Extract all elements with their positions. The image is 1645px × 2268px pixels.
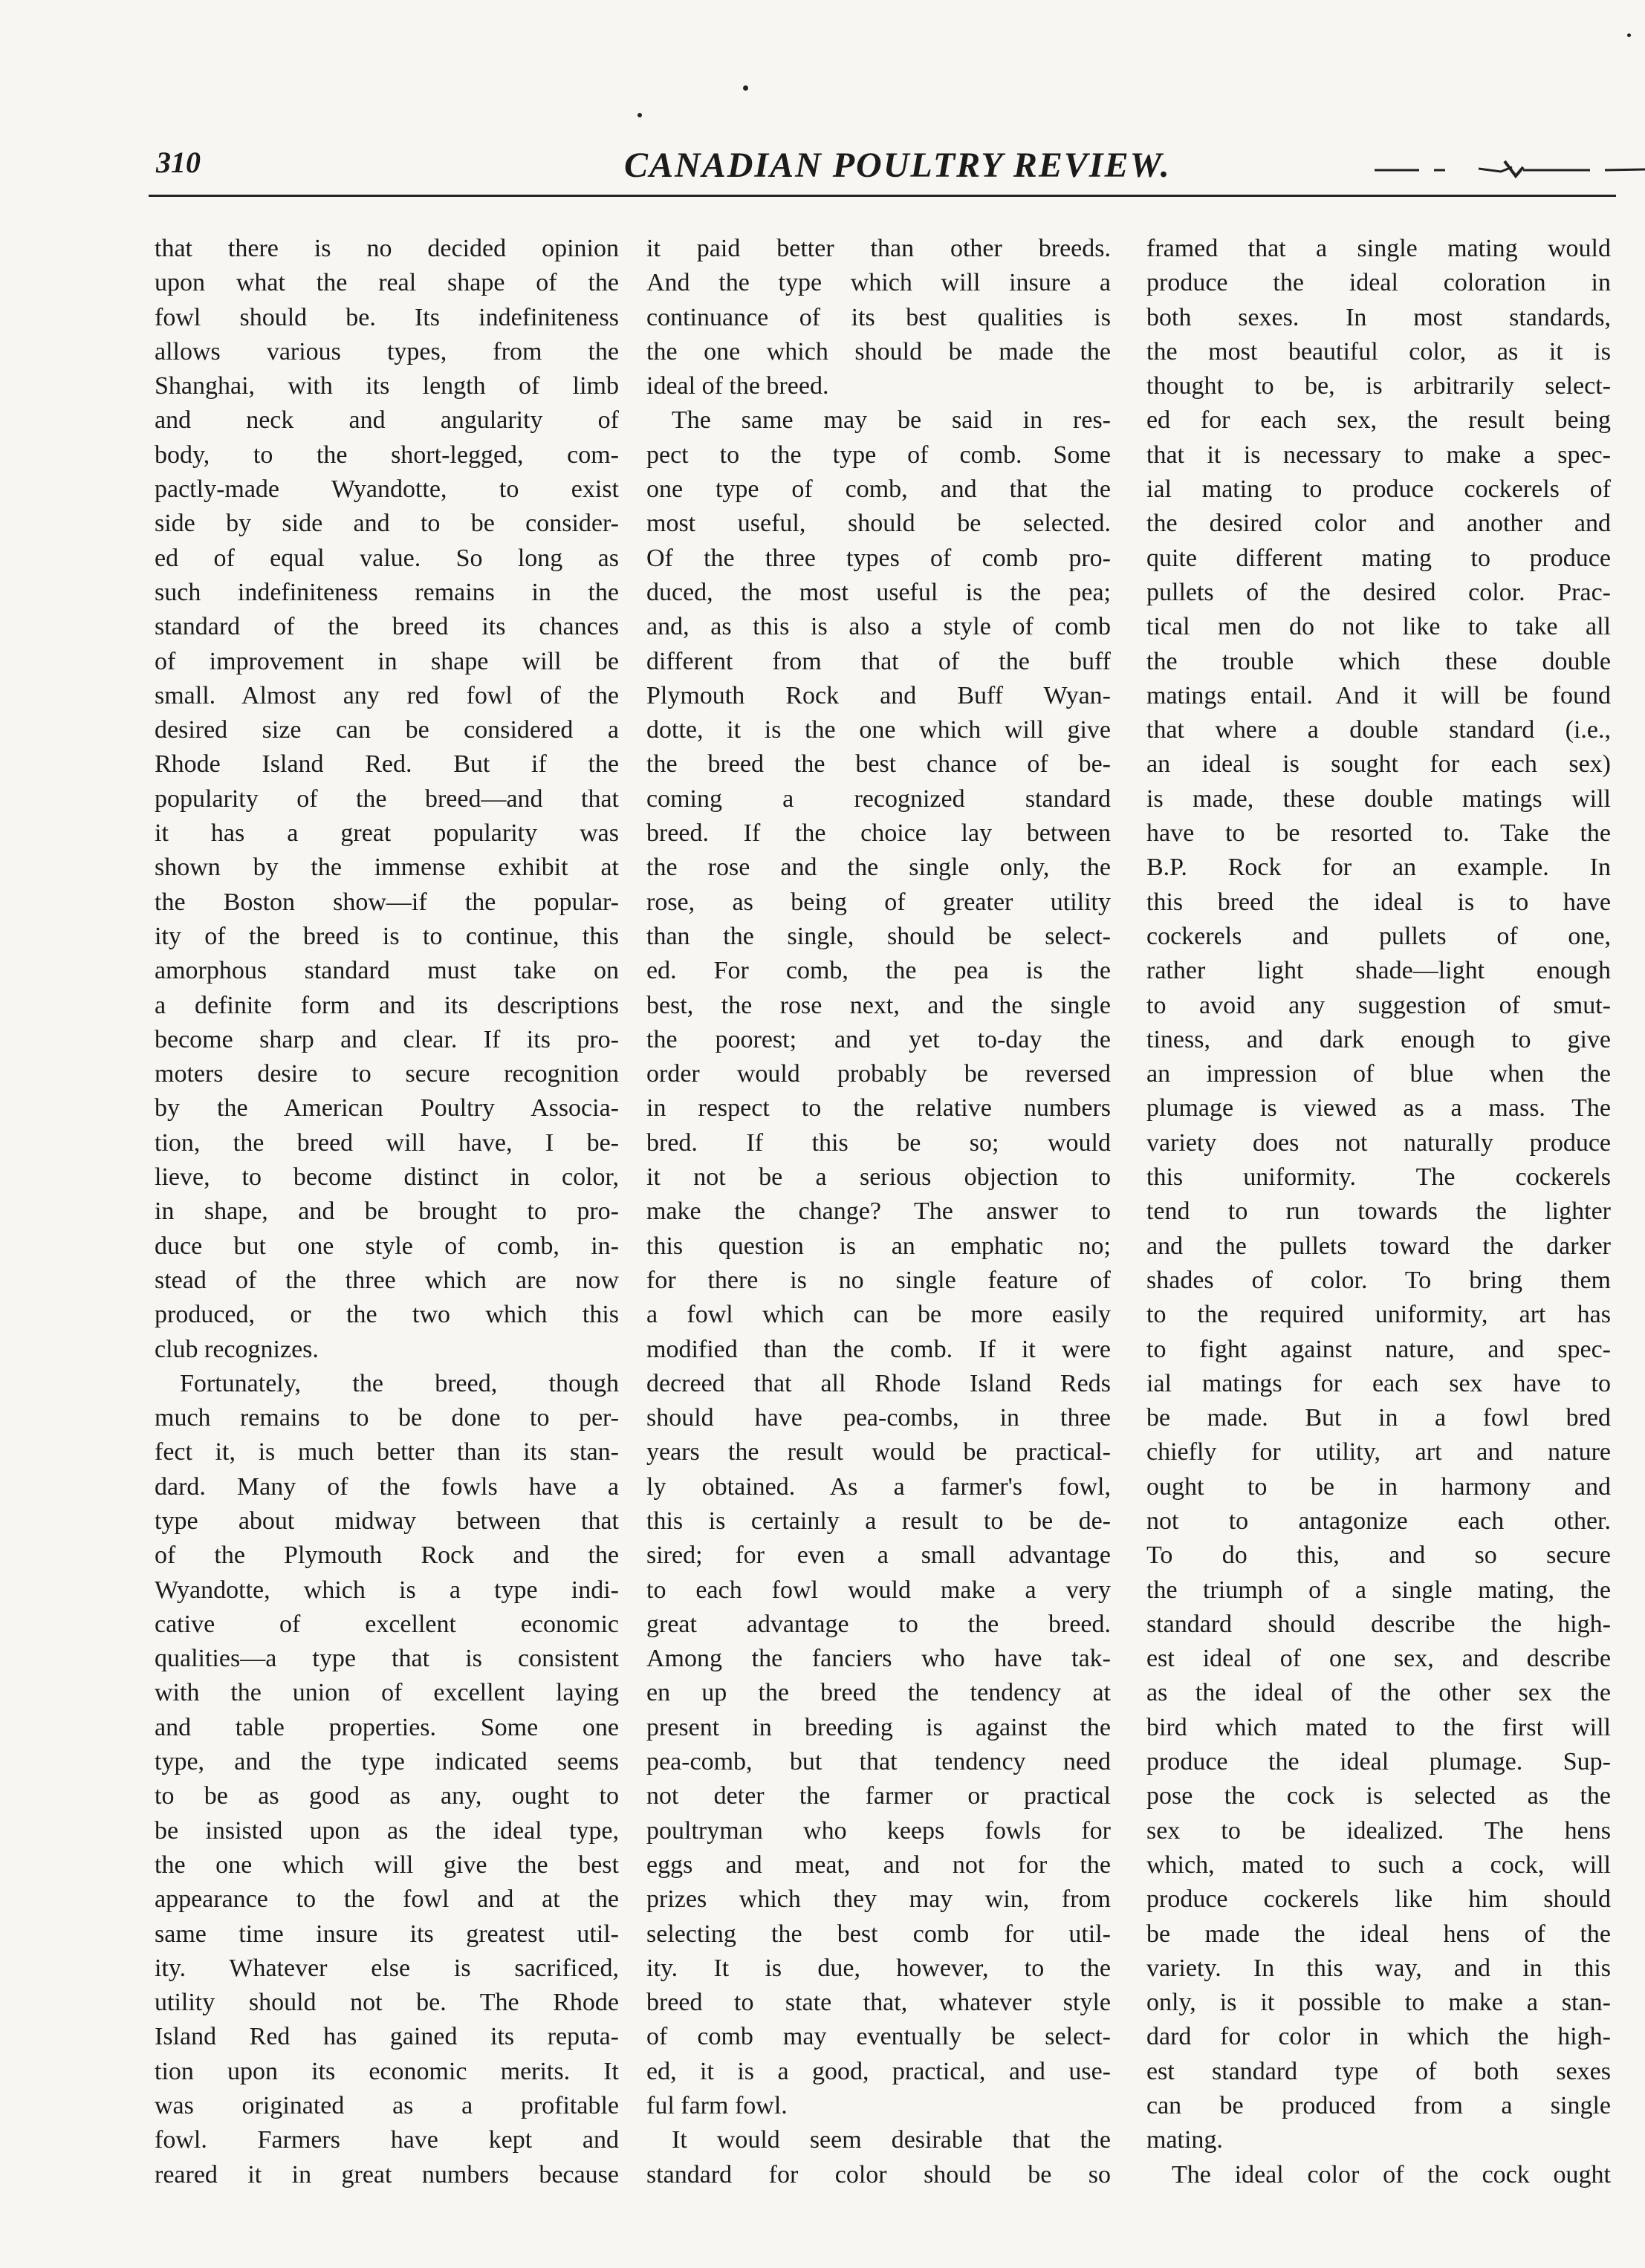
text-line: different from that of the buff [646,647,1111,675]
text-line: The ideal color of the cock ought [1146,2160,1611,2189]
text-line: much remains to be done to per- [155,1404,619,1432]
text-line: order would probably be reversed [646,1060,1111,1088]
text-line: produce the ideal plumage. Sup- [1146,1748,1611,1776]
text-line: the desired color and another and [1146,510,1611,538]
text-line: ed, it is a good, practical, and use- [646,2057,1111,2085]
text-line: selecting the best comb for util- [646,1920,1111,1948]
text-line: the Boston show—if the popular- [155,888,619,916]
ink-speck [637,113,642,117]
text-line: a fowl which can be more easily [646,1301,1111,1329]
text-line: rose, as being of greater utility [646,888,1111,916]
text-line: est standard type of both sexes [1146,2057,1611,2085]
ink-speck [743,85,748,91]
text-line: small. Almost any red fowl of the [155,681,619,709]
text-line: such indefiniteness remains in the [155,578,619,606]
ink-speck [1627,33,1631,37]
text-line: an impression of blue when the [1146,1060,1611,1088]
text-line: fowl should be. Its indefiniteness [155,303,619,331]
text-line: the poorest; and yet to-day the [646,1025,1111,1053]
text-column-1 [155,232,619,2252]
text-line: sired; for even a small advantage [646,1541,1111,1570]
page-number: 310 [156,146,201,179]
text-line: Plymouth Rock and Buff Wyan- [646,681,1111,709]
text-line: make the change? The answer to [646,1198,1111,1226]
text-line: standard of the breed its chances [155,613,619,641]
text-line: pactly-made Wyandotte, to exist [155,475,619,504]
running-title: CANADIAN POULTRY REVIEW. [624,146,1171,185]
text-line: mating. [1146,2126,1223,2154]
text-line: an ideal is sought for each sex) [1146,750,1611,779]
text-line: be made the ideal hens of the [1146,1920,1611,1948]
text-line: standard should describe the high- [1146,1610,1611,1638]
text-line: to each fowl would make a very [646,1576,1111,1604]
text-line: to avoid any suggestion of smut- [1146,991,1611,1019]
page-header [156,145,1615,197]
text-line: produced, or the two which this [155,1301,619,1329]
text-line: dard for color in which the high- [1146,2023,1611,2051]
text-line: variety does not naturally produce [1146,1128,1611,1157]
text-line: present in breeding is against the [646,1713,1111,1741]
text-line: moters desire to secure recognition [155,1060,619,1088]
text-line: type, and the type indicated seems [155,1748,619,1776]
text-line: plumage is viewed as a mass. The [1146,1094,1611,1122]
text-line: most useful, should be selected. [646,510,1111,538]
text-line: than the single, should be select- [646,922,1111,950]
text-line: en up the breed the tendency at [646,1679,1111,1707]
text-line: ial mating to produce cockerels of [1146,475,1611,504]
text-line: ed of equal value. So long as [155,544,619,572]
text-line: ity. It is due, however, to the [646,1954,1111,1982]
text-line: of improvement in shape will be [155,647,619,675]
text-line: fowl. Farmers have kept and [155,2126,619,2154]
text-line: thought to be, is arbitrarily select- [1146,372,1611,400]
text-line: desired size can be considered a [155,716,619,744]
text-line: dard. Many of the fowls have a [155,1472,619,1501]
text-line: To do this, and so secure [1146,1541,1611,1570]
text-line: Among the fanciers who have tak- [646,1645,1111,1673]
text-line: the one which should be made the [646,337,1111,365]
text-line: lieve, to become distinct in color, [155,1163,619,1192]
text-line: poultryman who keeps fowls for [646,1816,1111,1845]
text-line: Island Red has gained its reputa- [155,2023,619,2051]
text-line: and table properties. Some one [155,1713,619,1741]
text-line: in shape, and be brought to pro- [155,1198,619,1226]
text-line: duced, the most useful is the pea; [646,578,1111,606]
text-line: It would seem desirable that the [646,2126,1111,2154]
text-line: breed. If the choice lay between [646,819,1111,848]
text-line: utility should not be. The Rhode [155,1989,619,2017]
text-line: both sexes. In most standards, [1146,303,1611,331]
text-line: fect it, is much better than its stan- [155,1438,619,1466]
text-line: tical men do not like to take all [1146,613,1611,641]
text-line: the breed the best chance of be- [646,750,1111,779]
text-line: and, as this is also a style of comb [646,613,1111,641]
text-line: ed for each sex, the result being [1146,406,1611,435]
decorative-flourish-icon [1375,154,1645,183]
text-line: the trouble which these double [1146,647,1611,675]
text-line: to fight against nature, and spec- [1146,1335,1611,1363]
text-line: the triumph of a single mating, the [1146,1576,1611,1604]
text-line: ly obtained. As a farmer's fowl, [646,1472,1111,1501]
text-line: that where a double standard (i.e., [1146,716,1611,744]
text-line: ideal of the breed. [646,372,829,400]
text-line: that there is no decided opinion [155,235,619,262]
text-line: it not be a serious objection to [646,1163,1111,1192]
text-line: dotte, it is the one which will give [646,716,1111,744]
text-column-3 [1146,232,1611,2252]
text-line: B.P. Rock for an example. In [1146,854,1611,882]
text-line: ity of the breed is to continue, this [155,922,619,950]
text-line: the rose and the single only, the [646,854,1111,882]
text-line: this uniformity. The cockerels [1146,1163,1611,1192]
text-line: a definite form and its descriptions [155,991,619,1019]
text-line: that it is necessary to make a spec- [1146,441,1611,469]
text-line: ial matings for each sex have to [1146,1369,1611,1397]
text-line: in respect to the relative numbers [646,1094,1111,1122]
text-line: produce cockerels like him should [1146,1885,1611,1914]
text-line: was originated as a profitable [155,2092,619,2120]
text-line: by the American Poultry Associa- [155,1094,619,1122]
text-line: not deter the farmer or practical [646,1782,1111,1810]
text-line: rather light shade—light enough [1146,957,1611,985]
text-line: tion, the breed will have, I be- [155,1128,619,1157]
text-line: sex to be idealized. The hens [1146,1816,1611,1845]
text-line: and the pullets toward the darker [1146,1232,1611,1260]
text-line: appearance to the fowl and at the [155,1885,619,1914]
text-line: have to be resorted to. Take the [1146,819,1611,848]
text-column-2 [646,232,1111,2252]
text-line: of the Plymouth Rock and the [155,1541,619,1570]
text-line: variety. In this way, and in this [1146,1954,1611,1982]
text-line: which, mated to such a cock, will [1146,1851,1611,1879]
text-line: Rhode Island Red. But if the [155,750,619,779]
text-line: cative of excellent economic [155,1610,619,1638]
text-line: stead of the three which are now [155,1266,619,1294]
text-line: this question is an emphatic no; [646,1232,1111,1260]
text-line: with the union of excellent laying [155,1679,619,1707]
text-line: type about midway between that [155,1507,619,1535]
text-line: decreed that all Rhode Island Reds [646,1369,1111,1397]
text-line: The same may be said in res- [646,406,1111,435]
text-line: eggs and meat, and not for the [646,1851,1111,1879]
text-line: this breed the ideal is to have [1146,888,1611,916]
text-line: popularity of the breed—and that [155,784,619,813]
text-line: duce but one style of comb, in- [155,1232,619,1260]
text-line: cockerels and pullets of one, [1146,922,1611,950]
text-line: club recognizes. [155,1335,319,1363]
text-line: tion upon its economic merits. It [155,2057,619,2085]
text-line: ful farm fowl. [646,2092,788,2120]
text-line: the one which will give the best [155,1851,619,1879]
text-line: and neck and angularity of [155,406,619,435]
text-line: matings entail. And it will be found [1146,681,1611,709]
text-line: side by side and to be consider- [155,510,619,538]
text-line: not to antagonize each other. [1146,1507,1611,1535]
text-line: modified than the comb. If it were [646,1335,1111,1363]
header-rule [149,195,1616,197]
text-line: And the type which will insure a [646,269,1111,297]
text-line: continuance of its best qualities is [646,303,1111,331]
text-line: tiness, and dark enough to give [1146,1025,1611,1053]
text-line: be made. But in a fowl bred [1146,1404,1611,1432]
text-line: it paid better than other breeds. [646,235,1111,262]
text-line: qualities—a type that is consistent [155,1645,619,1673]
text-line: upon what the real shape of the [155,269,619,297]
text-line: to the required uniformity, art has [1146,1301,1611,1329]
text-line: only, is it possible to make a stan- [1146,1989,1611,2017]
text-line: best, the rose next, and the single [646,991,1111,1019]
text-line: Fortunately, the breed, though [155,1369,619,1397]
text-line: this is certainly a result to be de- [646,1507,1111,1535]
text-line: pea-comb, but that tendency need [646,1748,1111,1776]
text-line: pullets of the desired color. Prac- [1146,578,1611,606]
text-line: the most beautiful color, as it is [1146,337,1611,365]
text-line: great advantage to the breed. [646,1610,1111,1638]
text-line: can be produced from a single [1146,2092,1611,2120]
text-line: amorphous standard must take on [155,957,619,985]
text-line: it has a great popularity was [155,819,619,848]
text-line: quite different mating to produce [1146,544,1611,572]
text-line: allows various types, from the [155,337,619,365]
text-line: as the ideal of the other sex the [1146,1679,1611,1707]
text-line: prizes which they may win, from [646,1885,1111,1914]
text-line: same time insure its greatest util- [155,1920,619,1948]
text-line: bird which mated to the first will [1146,1713,1611,1741]
text-line: become sharp and clear. If its pro- [155,1025,619,1053]
text-line: coming a recognized standard [646,784,1111,813]
text-line: Shanghai, with its length of limb [155,372,619,400]
text-line: framed that a single mating would [1146,235,1611,262]
text-line: tend to run towards the lighter [1146,1198,1611,1226]
text-line: shown by the immense exhibit at [155,854,619,882]
text-line: pect to the type of comb. Some [646,441,1111,469]
text-line: is made, these double matings will [1146,784,1611,813]
text-line: to be as good as any, ought to [155,1782,619,1810]
text-line: one type of comb, and that the [646,475,1111,504]
text-line: reared it in great numbers because [155,2160,619,2189]
text-line: pose the cock is selected as the [1146,1782,1611,1810]
text-line: ought to be in harmony and [1146,1472,1611,1501]
text-line: Of the three types of comb pro- [646,544,1111,572]
text-line: of comb may eventually be select- [646,2023,1111,2051]
text-line: est ideal of one sex, and describe [1146,1645,1611,1673]
text-line: bred. If this be so; would [646,1128,1111,1157]
text-line: produce the ideal coloration in [1146,269,1611,297]
text-line: standard for color should be so [646,2160,1111,2189]
text-line: for there is no single feature of [646,1266,1111,1294]
text-line: breed to state that, whatever style [646,1989,1111,2017]
text-line: years the result would be practical- [646,1438,1111,1466]
text-line: chiefly for utility, art and nature [1146,1438,1611,1466]
text-line: Wyandotte, which is a type indi- [155,1576,619,1604]
text-line: be insisted upon as the ideal type, [155,1816,619,1845]
text-line: should have pea-combs, in three [646,1404,1111,1432]
text-line: ity. Whatever else is sacrificed, [155,1954,619,1982]
text-line: shades of color. To bring them [1146,1266,1611,1294]
text-line: body, to the short-legged, com- [155,441,619,469]
text-line: ed. For comb, the pea is the [646,957,1111,985]
